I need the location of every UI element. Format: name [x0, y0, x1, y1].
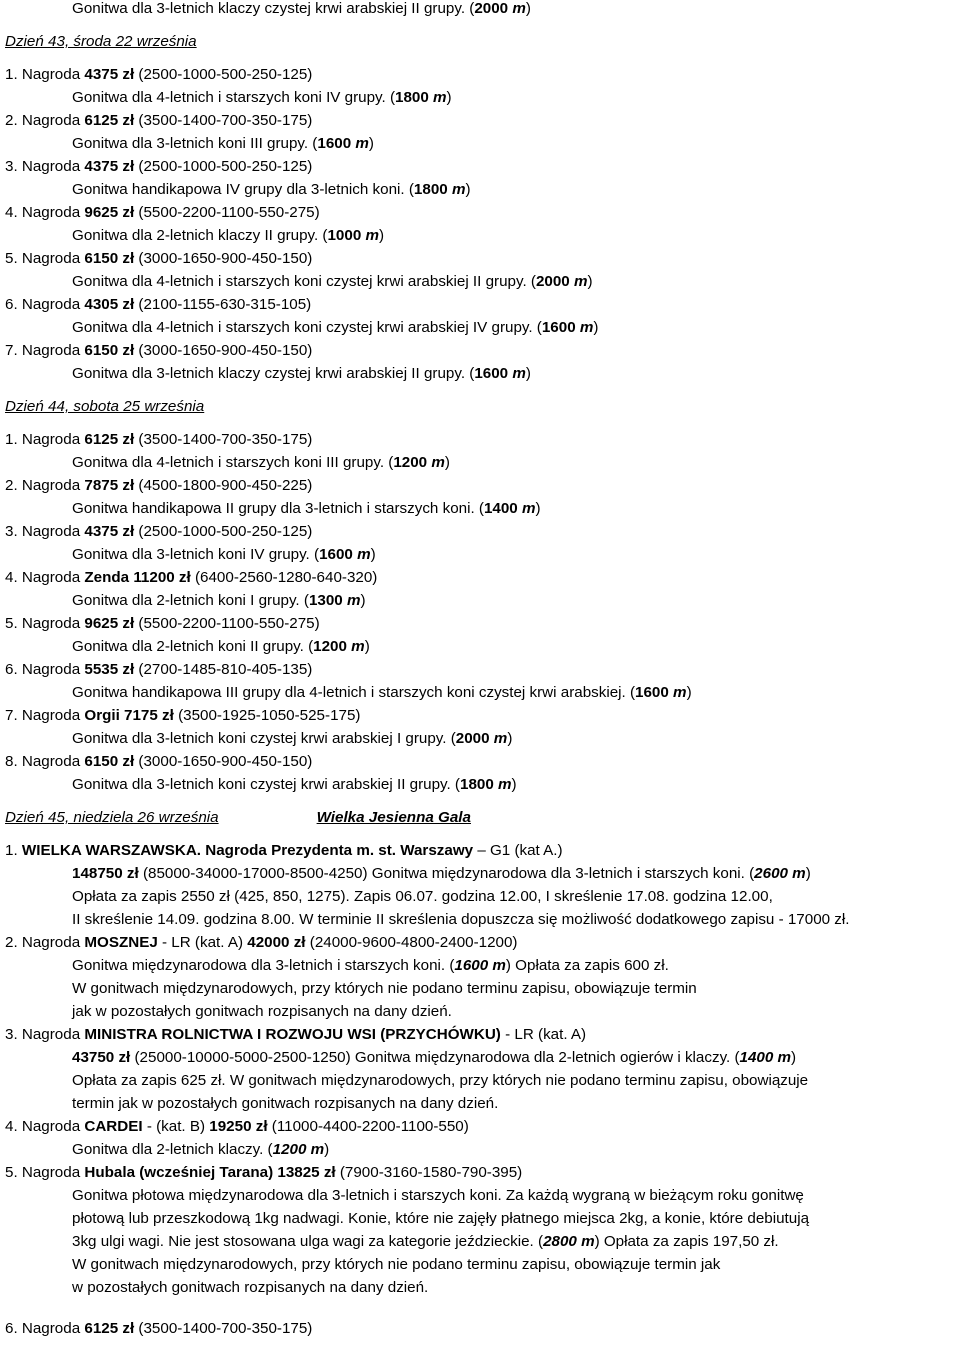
prize-line — [5, 566, 960, 589]
race-line — [5, 773, 960, 796]
text-run: MOSZNEJ — [84, 933, 158, 951]
prize-line — [5, 750, 960, 773]
race-line — [5, 132, 960, 155]
text-line — [5, 977, 960, 1000]
text-run: (7900-3160-1580-790-395) — [335, 1163, 523, 1181]
text-line — [5, 1230, 960, 1253]
race-description: Gonitwa handikapowa III grupy dla 4-letnich i starszych koni czystej krwi arabskiej. ( — [72, 683, 636, 701]
distance-unit: m — [512, 0, 526, 17]
race-distance: 1200 — [313, 637, 352, 655]
text-run: ) — [444, 453, 450, 471]
text-run: ) — [587, 272, 593, 290]
day-heading — [5, 806, 960, 829]
text-line — [5, 862, 960, 885]
prize-split: (2500-1000-500-250-125) — [134, 522, 313, 540]
race-line — [5, 727, 960, 750]
text-run: – G1 (kat A.) — [473, 841, 563, 859]
race-line — [5, 316, 960, 339]
text-run: Opłata za zapis 625 zł. W gonitwach międzynarodowych, przy których nie podano terminu zapisu, obowiązuje — [72, 1071, 809, 1089]
text-run: ) — [535, 499, 541, 517]
race-line — [5, 224, 960, 247]
distance-unit: m — [521, 499, 536, 517]
race-description: Gonitwa dla 2-letnich koni II grupy. ( — [72, 637, 314, 655]
prize-number: 1. Nagroda — [5, 430, 85, 448]
text-line — [5, 954, 960, 977]
text-run: - LR (kat. A) — [157, 933, 248, 951]
text-run: ) — [805, 864, 811, 882]
text-run: Gonitwa płotowa międzynarodowa dla 3-letnich i starszych koni. Za każdą wygraną w bieżącym roku gonitwę — [72, 1186, 804, 1204]
text-run: ) — [525, 0, 531, 17]
distance-unit: m — [512, 364, 526, 382]
text-run: 3. Nagroda — [5, 1025, 85, 1043]
prize-split: (2100-1155-630-315-105) — [134, 295, 312, 313]
prize-number: 7. Nagroda — [5, 341, 85, 359]
day-heading — [5, 30, 960, 53]
prize-number: 1. Nagroda — [5, 65, 85, 83]
race-description: Gonitwa dla 3-letnich koni IV grupy. ( — [72, 545, 320, 563]
distance-unit: m — [365, 226, 380, 244]
prize-amount: 7875 zł — [84, 476, 135, 494]
text-run: CARDEI — [84, 1117, 143, 1135]
text-run: W gonitwach międzynarodowych, przy których nie podano terminu zapisu, obowiązuje termin jak — [72, 1255, 721, 1273]
race-line — [5, 270, 960, 293]
distance-unit: m — [433, 88, 447, 106]
prize-number: 4. Nagroda — [5, 203, 85, 221]
prize-number: 6. Nagroda — [5, 660, 85, 678]
text-run: W gonitwach międzynarodowych, przy których nie podano terminu zapisu, obowiązuje termin — [72, 979, 697, 997]
distance-unit: m — [573, 272, 588, 290]
race-line — [5, 362, 960, 385]
text-run: (24000-9600-4800-2400-1200) — [305, 933, 518, 951]
prize-line — [5, 612, 960, 635]
text-run: MINISTRA ROLNICTWA I ROZWOJU WSI (PRZYCHÓWKU) — [84, 1025, 501, 1043]
text-run: 43750 zł — [72, 1048, 131, 1066]
distance-unit: m — [451, 180, 466, 198]
race-description: Gonitwa dla 3-letnich koni III grupy. ( — [72, 134, 318, 152]
prize-number: 3. Nagroda — [5, 522, 85, 540]
text-run: ) — [370, 545, 376, 563]
text-run: (11000-4400-2200-1100-550) — [267, 1117, 469, 1135]
prize-line — [5, 201, 960, 224]
text-run: ) — [379, 226, 385, 244]
text-run: 42000 zł — [247, 933, 306, 951]
text-run: ) — [791, 1048, 797, 1066]
prize-number: 5. Nagroda — [5, 249, 85, 267]
race-distance: 1400 — [483, 499, 522, 517]
day-title: Dzień 45, niedziela 26 września — [5, 808, 219, 826]
distance-unit: m — [351, 637, 365, 655]
race-distance: 1200 — [393, 453, 432, 471]
prize-split: (3500-1925-1050-525-175) — [173, 706, 361, 724]
text-run: ) — [364, 637, 370, 655]
text-line — [5, 1253, 960, 1276]
race-distance: 1300 — [308, 591, 347, 609]
prize-line — [5, 155, 960, 178]
race-line — [5, 0, 960, 20]
race-line — [5, 681, 960, 704]
spacer — [5, 385, 960, 395]
text-run: ) Opłata za zapis 600 zł. — [505, 956, 669, 974]
text-run: 2800 m — [543, 1232, 595, 1250]
prize-split: (3000-1650-900-450-150) — [134, 341, 313, 359]
prize-amount: 5535 zł — [84, 660, 135, 678]
text-run: 2600 m — [754, 864, 806, 882]
text-line — [5, 1092, 960, 1115]
race-line — [5, 178, 960, 201]
text-run: 1. — [5, 841, 22, 859]
distance-unit: m — [673, 683, 687, 701]
text-run: 3kg ulgi wagi. Nie jest stosowana ulga wagi za kategorie jeździeckie. ( — [72, 1232, 544, 1250]
text-run: ) — [360, 591, 366, 609]
text-run: Gonitwa międzynarodowa dla 3-letnich i starszych koni. ( — [72, 956, 455, 974]
prize-line — [5, 247, 960, 270]
race-line — [5, 451, 960, 474]
text-line — [5, 885, 960, 908]
text-line — [5, 1046, 960, 1069]
race-description: Gonitwa handikapowa II grupy dla 3-letnich i starszych koni. ( — [72, 499, 484, 517]
prize-split: (3000-1650-900-450-150) — [134, 249, 313, 267]
race-description: Gonitwa dla 4-letnich i starszych koni III grupy. ( — [72, 453, 394, 471]
prize-split: (3000-1650-900-450-150) — [134, 752, 313, 770]
text-run: płotową lub przeszkodową 1kg nadwagi. Konie, które nie zajęły płatnego miejsca 2kg, a konie, które debiutują — [72, 1209, 810, 1227]
distance-unit: m — [493, 729, 508, 747]
prize-line — [5, 704, 960, 727]
distance-unit: m — [498, 775, 512, 793]
race-distance: 1800 — [413, 180, 452, 198]
text-run: 1600 m — [454, 956, 506, 974]
race-line — [5, 635, 960, 658]
text-run: w pozostałych gonitwach rozpisanych na dany dzień. — [72, 1278, 429, 1296]
prize-split: (3500-1400-700-350-175) — [134, 1319, 313, 1337]
race-distance: 1600 — [541, 318, 580, 336]
text-run: 1200 m — [272, 1140, 325, 1158]
prize-number: 2. Nagroda — [5, 111, 85, 129]
text-line — [5, 1138, 960, 1161]
race-description: Gonitwa dla 3-letnich koni czystej krwi arabskiej II grupy. ( — [72, 775, 460, 793]
distance-unit: m — [355, 134, 369, 152]
race-description: Gonitwa handikapowa IV grupy dla 3-letnich koni. ( — [72, 180, 414, 198]
text-run: ) — [446, 88, 452, 106]
text-run: 2. Nagroda — [5, 933, 85, 951]
prize-amount: Zenda 11200 zł — [84, 568, 191, 586]
prize-number: 5. Nagroda — [5, 614, 85, 632]
text-line — [5, 1184, 960, 1207]
spacer — [5, 796, 960, 806]
race-description: Gonitwa dla 4-letnich i starszych koni czystej krwi arabskiej IV grupy. ( — [72, 318, 542, 336]
prize-line — [5, 339, 960, 362]
prize-split: (3500-1400-700-350-175) — [134, 111, 313, 129]
text-run: Hubala (wcześniej Tarana) 13825 zł — [84, 1163, 336, 1181]
prize-amount: 6150 zł — [84, 752, 135, 770]
prize-number: 7. Nagroda — [5, 706, 85, 724]
race-line — [5, 543, 960, 566]
text-run: WIELKA WARSZAWSKA. Nagroda Prezydenta m. st. Warszawy — [21, 841, 474, 859]
prize-amount: 4375 zł — [84, 522, 135, 540]
spacer — [5, 53, 960, 63]
prize-number: 2. Nagroda — [5, 476, 85, 494]
prize-split: (3500-1400-700-350-175) — [134, 430, 313, 448]
prize-amount: 6125 zł — [84, 111, 135, 129]
prize-number: 6. Nagroda — [5, 295, 85, 313]
distance-unit: m — [346, 591, 361, 609]
spacer — [5, 1299, 960, 1317]
text-run: 4. Nagroda — [5, 1117, 85, 1135]
spacer — [5, 829, 960, 839]
race-distance: 2000 — [535, 272, 574, 290]
text-run: ) Opłata za zapis 197,50 zł. — [594, 1232, 779, 1250]
race-distance: 2000 — [474, 0, 513, 17]
distance-unit: m — [431, 453, 445, 471]
text-line — [5, 1115, 960, 1138]
prize-amount: 6150 zł — [84, 249, 135, 267]
text-line — [5, 908, 960, 931]
prize-split: (2500-1000-500-250-125) — [134, 157, 313, 175]
race-distance: 2000 — [455, 729, 494, 747]
text-run: (85000-34000-17000-8500-4250) Gonitwa międzynarodowa dla 3-letnich i starszych koni. ( — [138, 864, 755, 882]
distance-unit: m — [579, 318, 594, 336]
prize-number: 3. Nagroda — [5, 157, 85, 175]
prize-number: 6. Nagroda — [5, 1319, 85, 1337]
prize-amount: 4305 zł — [84, 295, 135, 313]
prize-split: (4500-1800-900-450-225) — [134, 476, 313, 494]
prize-line — [5, 293, 960, 316]
race-description: Gonitwa dla 2-letnich klaczy II grupy. ( — [72, 226, 328, 244]
day-heading — [5, 395, 960, 418]
prize-line — [5, 474, 960, 497]
text-run: 5. Nagroda — [5, 1163, 85, 1181]
text-run: ) — [686, 683, 692, 701]
prize-line — [5, 520, 960, 543]
prize-number: 8. Nagroda — [5, 752, 85, 770]
race-distance: 1800 — [460, 775, 499, 793]
race-distance: 1600 — [317, 134, 356, 152]
day-title: Dzień 44, sobota 25 września — [5, 397, 205, 415]
prize-line — [5, 109, 960, 132]
spacer — [5, 20, 960, 30]
text-run: II skreślenie 14.09. godzina 8.00. W terminie II skreślenia dopuszcza się możliwość dodatkowego zapisu - 17000 zł. — [72, 910, 850, 928]
text-line — [5, 1207, 960, 1230]
text-run: jak w pozostałych gonitwach rozpisanych na dany dzień. — [72, 1002, 452, 1020]
text-line — [5, 1276, 960, 1299]
prize-amount: 6150 zł — [84, 341, 135, 359]
text-run: 19250 zł — [209, 1117, 268, 1135]
text-line — [5, 839, 960, 862]
prize-line — [5, 63, 960, 86]
race-line — [5, 589, 960, 612]
text-run: Gonitwa dla 2-letnich klaczy. ( — [72, 1140, 273, 1158]
text-run: - LR (kat. A) — [500, 1025, 587, 1043]
race-description: Gonitwa dla 3-letnich klaczy czystej krwi arabskiej II grupy. ( — [72, 0, 475, 17]
text-run: ) — [324, 1140, 330, 1158]
race-description: Gonitwa dla 4-letnich i starszych koni czystej krwi arabskiej II grupy. ( — [72, 272, 536, 290]
prize-line — [5, 1317, 960, 1340]
prize-split: (6400-2560-1280-640-320) — [190, 568, 378, 586]
text-run: ) — [525, 364, 531, 382]
race-distance: 1000 — [327, 226, 366, 244]
prize-line — [5, 428, 960, 451]
text-run: ) — [507, 729, 513, 747]
text-line — [5, 1069, 960, 1092]
race-line — [5, 86, 960, 109]
prize-split: (2700-1485-810-405-135) — [134, 660, 313, 678]
spacer — [5, 418, 960, 428]
prize-amount: 6125 zł — [84, 1319, 135, 1337]
text-run: ) — [511, 775, 517, 793]
race-line — [5, 497, 960, 520]
text-line — [5, 1023, 960, 1046]
day-title: Dzień 43, środa 22 września — [5, 32, 197, 50]
text-run: 1400 m — [739, 1048, 792, 1066]
text-run: 148750 zł — [72, 864, 139, 882]
text-run: ) — [593, 318, 599, 336]
prize-amount: 9625 zł — [84, 203, 135, 221]
document-page — [5, 0, 960, 1340]
text-line — [5, 1161, 960, 1184]
prize-amount: 4375 zł — [84, 157, 135, 175]
prize-amount: 6125 zł — [84, 430, 135, 448]
prize-split: (5500-2200-1100-550-275) — [134, 614, 320, 632]
race-description: Gonitwa dla 4-letnich i starszych koni IV grupy. ( — [72, 88, 396, 106]
race-distance: 1600 — [635, 683, 674, 701]
prize-amount: Orgii 7175 zł — [84, 706, 174, 724]
text-run: termin jak w pozostałych gonitwach rozpisanych na dany dzień. — [72, 1094, 499, 1112]
race-description: Gonitwa dla 3-letnich klaczy czystej krwi arabskiej II grupy. ( — [72, 364, 475, 382]
prize-amount: 9625 zł — [84, 614, 135, 632]
race-distance: 1600 — [474, 364, 513, 382]
text-run: ) — [465, 180, 471, 198]
text-line — [5, 1000, 960, 1023]
prize-split: (2500-1000-500-250-125) — [134, 65, 313, 83]
prize-line — [5, 658, 960, 681]
race-distance: 1800 — [395, 88, 434, 106]
distance-unit: m — [357, 545, 371, 563]
prize-amount: 4375 zł — [84, 65, 135, 83]
text-run: (25000-10000-5000-2500-1250) Gonitwa międzynarodowa dla 2-letnich ogierów i klaczy. ( — [130, 1048, 740, 1066]
prize-number: 4. Nagroda — [5, 568, 85, 586]
gala-title: Wielka Jesienna Gala — [316, 808, 471, 826]
text-run: Opłata za zapis 2550 zł (425, 850, 1275). Zapis 06.07. godzina 12.00, I skreślenie 17.08. godzina 12.00, — [72, 887, 773, 905]
prize-split: (5500-2200-1100-550-275) — [134, 203, 320, 221]
text-run: ) — [368, 134, 374, 152]
text-run: - (kat. B) — [142, 1117, 210, 1135]
race-distance: 1600 — [319, 545, 358, 563]
race-description: Gonitwa dla 3-letnich koni czystej krwi arabskiej I grupy. ( — [72, 729, 456, 747]
text-line — [5, 931, 960, 954]
race-description: Gonitwa dla 2-letnich koni I grupy. ( — [72, 591, 309, 609]
